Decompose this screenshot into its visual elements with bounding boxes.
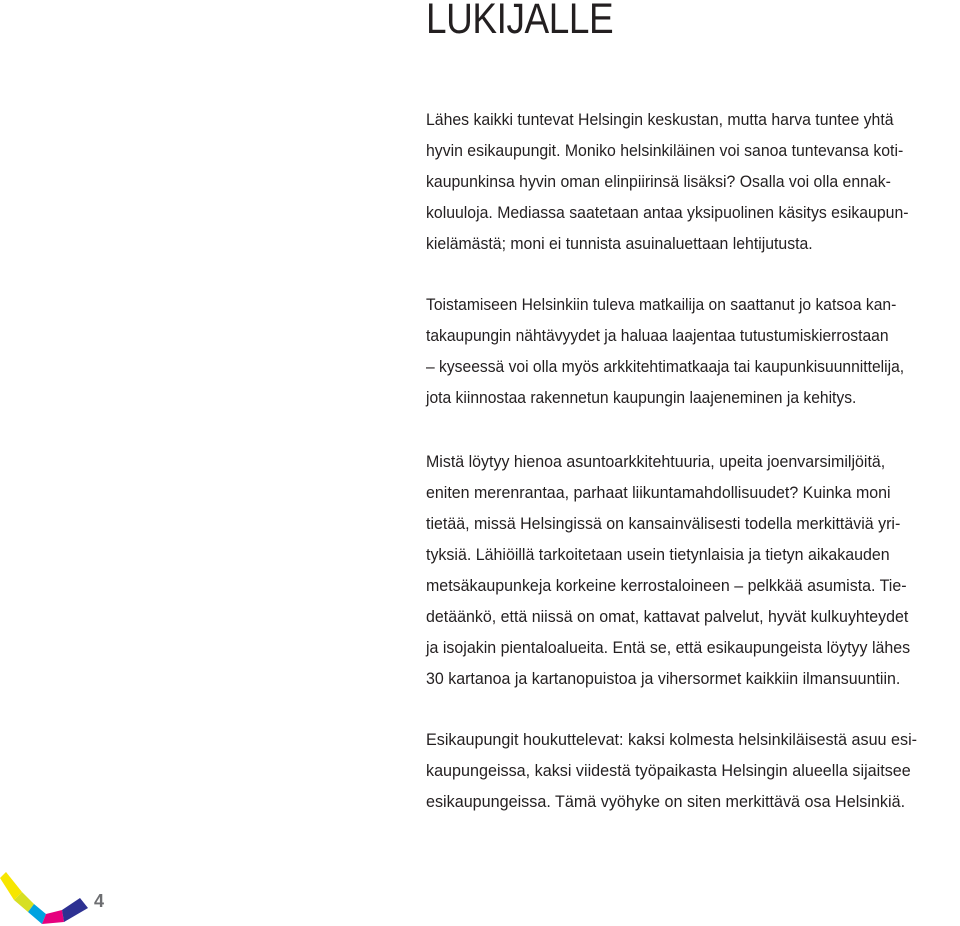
page-number: 4 [94, 891, 105, 911]
paragraph-line: ja isojakin pientaloalueita. Entä se, että esikaupungeista löytyy lähes [426, 638, 911, 657]
tourist-paragraph [426, 289, 960, 413]
paragraph-line: takaupungin nähtävyydet ja haluaa laajentaa tutustumiskierrostaan [426, 326, 889, 345]
paragraph-line: Toistamiseen Helsinkiin tuleva matkailija on saattanut jo katsoa kan- [426, 295, 897, 314]
color-ribbon-decoration [0, 870, 92, 926]
ribbon-segment-magenta [42, 910, 64, 924]
paragraph-line: kaupunkinsa hyvin oman elinpiirinsä lisäksi? Osalla voi olla ennak- [426, 172, 891, 191]
ribbon-segment-navy [62, 898, 88, 922]
paragraph-line: esikaupungeissa. Tämä vyöhyke on siten merkittävä osa Helsinkiä. [426, 792, 906, 811]
paragraph-line: Esikaupungit houkuttelevat: kaksi kolmesta helsinkiläisestä asuu esi- [426, 730, 918, 749]
paragraph-line: kielämästä; moni ei tunnista asuinaluettaan lehtijutusta. [426, 234, 813, 253]
paragraph-line: jota kiinnostaa rakennetun kaupungin laajeneminen ja kehitys. [426, 388, 857, 407]
questions-paragraph [426, 446, 960, 694]
paragraph-line: kaupungeissa, kaksi viidestä työpaikasta Helsingin alueella sijaitsee [426, 761, 911, 780]
paragraph-line: Lähes kaikki tuntevat Helsingin keskustan, mutta harva tuntee yhtä [426, 110, 894, 129]
paragraph-line: eniten merenrantaa, parhaat liikuntamahdollisuudet? Kuinka moni [426, 483, 891, 502]
paragraph-line: Mistä löytyy hienoa asuntoarkkitehtuuria, upeita joenvarsimiljöitä, [426, 452, 886, 471]
paragraph-line: 30 kartanoa ja kartanopuistoa ja vihersormet kaikkiin ilmansuuntiin. [426, 669, 901, 688]
paragraph-line: hyvin esikaupungit. Moniko helsinkiläinen voi sanoa tuntevansa koti- [426, 141, 904, 160]
paragraph-line: metsäkaupunkeja korkeine kerrostaloineen – pelkkää asumista. Tie- [426, 576, 907, 595]
paragraph-line: tyksiä. Lähiöillä tarkoitetaan usein tietynlaisia ja tietyn aikakauden [426, 545, 890, 564]
paragraph-line: – kyseessä voi olla myös arkkitehtimatkaaja tai kaupunkisuunnittelija, [426, 357, 905, 376]
paragraph-line: detäänkö, että niissä on omat, kattavat palvelut, hyvät kulkuyhteydet [426, 607, 909, 626]
paragraph-line: tietää, missä Helsingissä on kansainvälisesti todella merkittäviä yri- [426, 514, 901, 533]
page-title: LUKIJALLE [426, 0, 614, 43]
paragraph-line: koluuloja. Mediassa saatetaan antaa yksipuolinen käsitys esikaupun- [426, 203, 909, 222]
intro-paragraph [426, 104, 960, 259]
closing-paragraph [426, 724, 960, 817]
